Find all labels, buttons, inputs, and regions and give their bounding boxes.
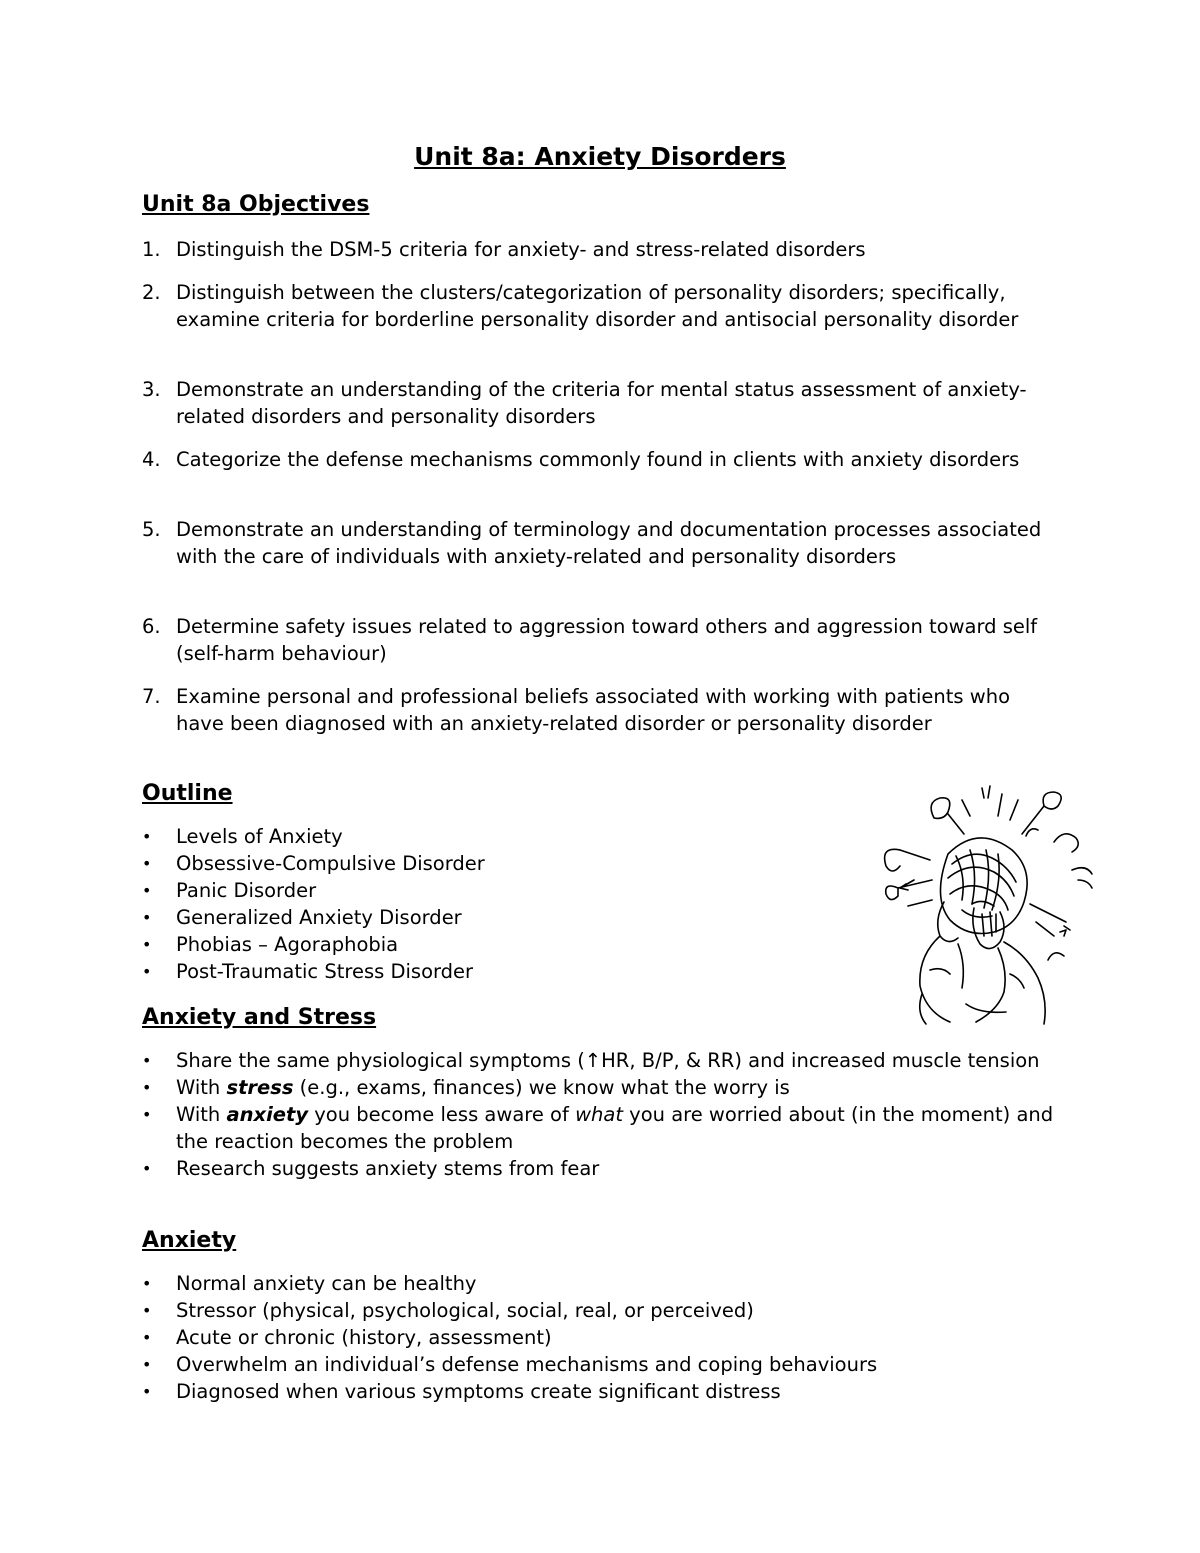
bullet-icon: • xyxy=(142,827,152,846)
objective-item xyxy=(142,613,1062,667)
objective-item xyxy=(142,516,1062,570)
objective-number: 4. xyxy=(142,448,161,471)
anxiety-stress-item: • With stress (e.g., exams, finances) we know what the worry is xyxy=(142,1076,790,1099)
anxiety-stress-heading: Anxiety and Stress xyxy=(142,1005,377,1030)
objective-text: Demonstrate an understanding of the criteria for mental status assessment of anxiety-related disorders and personality disorders xyxy=(176,378,1027,428)
objective-text: Categorize the defense mechanisms commonly found in clients with anxiety disorders xyxy=(176,448,1020,471)
anxiety-stress-list xyxy=(142,1047,1062,1182)
objective-item xyxy=(142,279,1062,333)
swirl-icon xyxy=(1048,953,1064,960)
outline-list xyxy=(142,823,842,985)
objective-item xyxy=(142,683,1062,737)
bullet-icon: • xyxy=(142,1382,152,1401)
bullet-icon: • xyxy=(142,1301,152,1320)
bullet-icon: • xyxy=(142,1355,152,1374)
outline-item: • Phobias – Agoraphobia xyxy=(142,933,399,956)
swirl-icon xyxy=(1054,834,1078,852)
emphasis-stress: stress xyxy=(226,1076,294,1099)
bullet-icon: • xyxy=(142,1159,152,1178)
anxiety-item: • Acute or chronic (history, assessment) xyxy=(142,1326,552,1349)
objective-item xyxy=(142,236,1062,263)
anxiety-stress-item: • Research suggests anxiety stems from fear xyxy=(142,1157,600,1180)
objective-item xyxy=(142,446,1062,473)
page-title: Unit 8a: Anxiety Disorders xyxy=(414,142,786,171)
bullet-icon: • xyxy=(142,935,152,954)
outline-item: • Generalized Anxiety Disorder xyxy=(142,906,462,929)
outline-item: • Post-Traumatic Stress Disorder xyxy=(142,960,474,983)
bullet-icon: • xyxy=(142,1328,152,1347)
bullet-icon: • xyxy=(142,1051,152,1070)
objectives-heading: Unit 8a Objectives xyxy=(142,192,370,217)
bullet-icon: • xyxy=(142,1078,152,1097)
objective-number: 5. xyxy=(142,518,161,541)
objective-text: Distinguish the DSM-5 criteria for anxiety- and stress-related disorders xyxy=(176,238,866,261)
bullet-icon: • xyxy=(142,1274,152,1293)
objective-item xyxy=(142,376,1062,430)
anxiety-item: • Normal anxiety can be healthy xyxy=(142,1272,477,1295)
outline-heading: Outline xyxy=(142,781,233,806)
objective-number: 6. xyxy=(142,615,161,638)
thought-bubble-icon xyxy=(1043,792,1061,809)
thought-bubble-icon xyxy=(886,886,898,900)
emphasis-anxiety: anxiety xyxy=(226,1103,309,1126)
thought-bubble-icon xyxy=(931,798,950,819)
hand-icon xyxy=(973,908,1004,949)
head-icon xyxy=(940,838,1027,934)
emphasis-what: what xyxy=(575,1103,623,1126)
bullet-icon: • xyxy=(142,908,152,927)
anxiety-stress-item: • With anxiety you become less aware of what you are worried about (in the moment) and the reaction becomes the problem xyxy=(142,1103,1054,1153)
anxiety-item: • Overwhelm an individual’s defense mechanisms and coping behaviours xyxy=(142,1353,878,1376)
outline-item: • Panic Disorder xyxy=(142,879,317,902)
objective-text: Distinguish between the clusters/categorization of personality disorders; specifically, examine criteria for borderline personality disorder and antisocial personality disorder xyxy=(176,281,1019,331)
anxiety-list xyxy=(142,1270,1062,1405)
anxiety-illustration xyxy=(878,784,1106,1028)
anxiety-item: • Diagnosed when various symptoms create significant distress xyxy=(142,1380,781,1403)
anxiety-heading: Anxiety xyxy=(142,1228,237,1253)
outline-item: • Obsessive-Compulsive Disorder xyxy=(142,852,485,875)
bullet-icon: • xyxy=(142,1105,152,1124)
objective-number: 2. xyxy=(142,281,161,304)
anxiety-stress-item: • Share the same physiological symptoms (↑HR, B/P, & RR) and increased muscle tension xyxy=(142,1049,1040,1072)
objective-number: 7. xyxy=(142,685,161,708)
bullet-icon: • xyxy=(142,854,152,873)
swirl-icon xyxy=(885,849,900,871)
objective-text: Determine safety issues related to aggression toward others and aggression toward self (self-harm behaviour) xyxy=(176,615,1038,665)
anxiety-item: • Stressor (physical, psychological, social, real, or perceived) xyxy=(142,1299,754,1322)
outline-item: • Levels of Anxiety xyxy=(142,825,343,848)
bullet-icon: • xyxy=(142,881,152,900)
objective-text: Examine personal and professional beliefs associated with working with patients who have been diagnosed with an anxiety-related disorder or personality disorder xyxy=(176,685,1011,735)
objective-number: 3. xyxy=(142,378,161,401)
bullet-icon: • xyxy=(142,962,152,981)
objective-text: Demonstrate an understanding of terminology and documentation processes associated with the care of individuals with anxiety-related and personality disorders xyxy=(176,518,1042,568)
swirl-icon xyxy=(1072,868,1092,888)
hand-icon xyxy=(938,902,958,942)
objective-number: 1. xyxy=(142,238,161,261)
